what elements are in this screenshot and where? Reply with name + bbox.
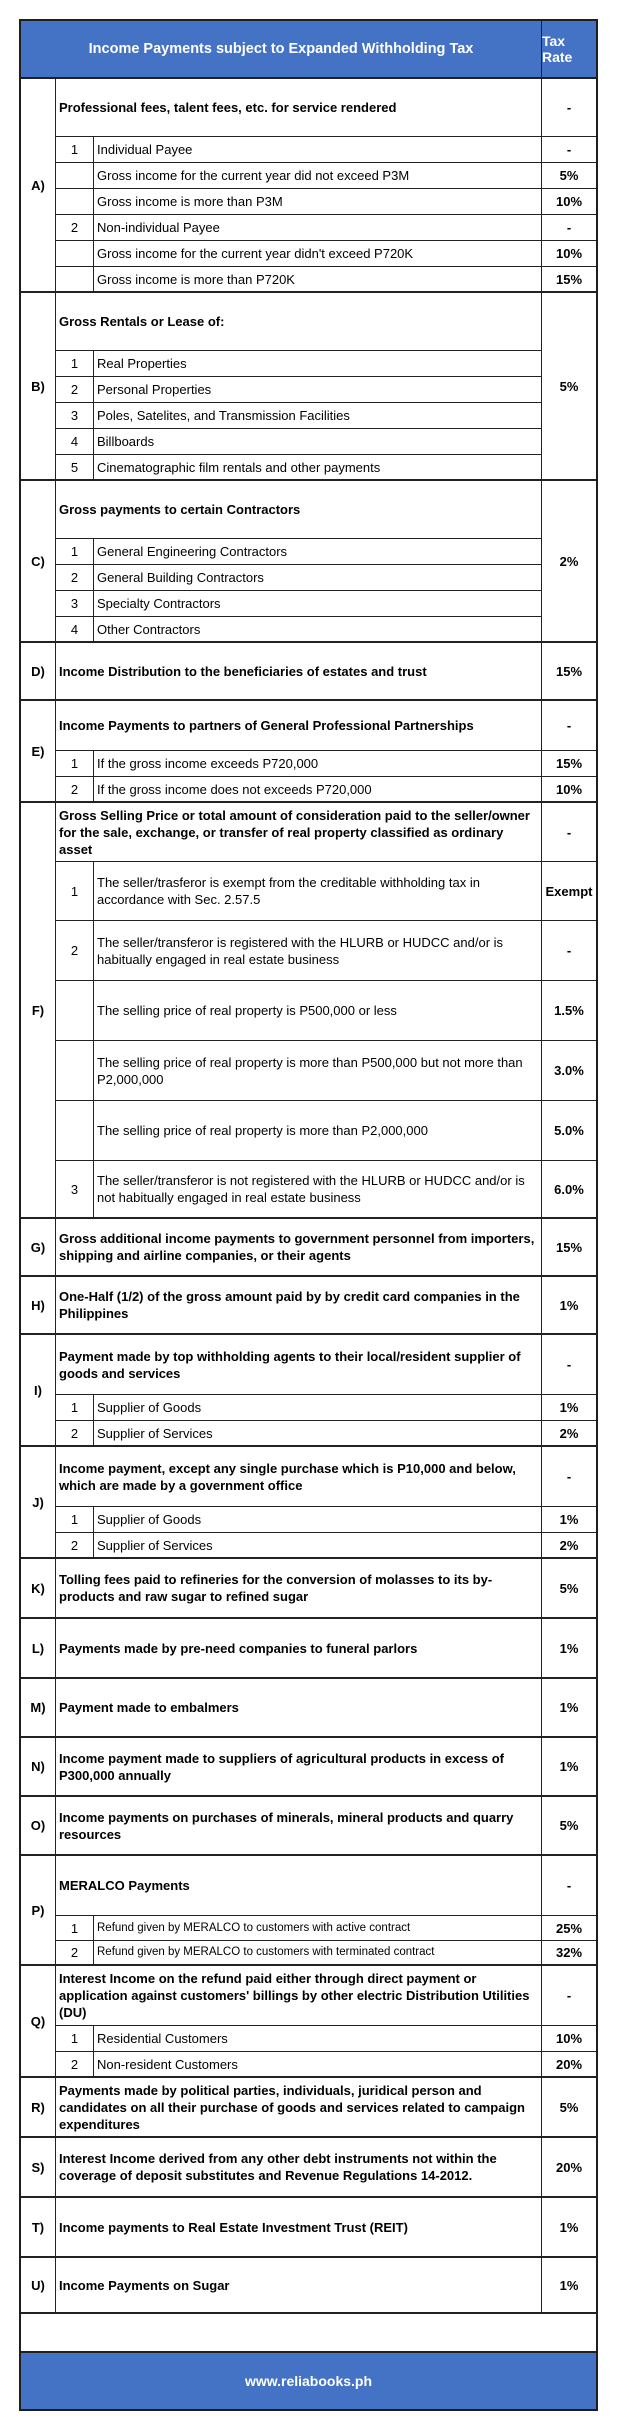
section-title: Income payments to Real Estate Investment Trust (REIT)	[56, 2198, 542, 2256]
list-item	[21, 1101, 596, 1161]
section-title: Income Payments on Sugar	[56, 2258, 542, 2312]
section-rate: -	[566, 100, 572, 115]
section-letter: T)	[21, 2198, 56, 2256]
section-letter: R)	[21, 2078, 56, 2136]
item-description: Poles, Satelites, and Transmission Facilities	[94, 403, 542, 428]
list-item	[21, 455, 596, 481]
item-description: Other Contractors	[94, 617, 542, 641]
item-rate: 15%	[555, 756, 583, 771]
section-letter: G)	[21, 1219, 56, 1275]
section-title: MERALCO Payments	[56, 1856, 542, 1915]
item-rate: 10%	[555, 194, 583, 209]
section-letter: N)	[21, 1738, 56, 1795]
list-item	[21, 777, 596, 803]
section-letter: K)	[21, 1559, 56, 1617]
item-description: Cinematographic film rentals and other payments	[94, 455, 542, 479]
item-description: Specialty Contractors	[94, 591, 542, 616]
item-number: 2	[56, 2052, 94, 2076]
item-rate: 1.5%	[554, 1003, 584, 1018]
section-title: Gross Selling Price or total amount of consideration paid to the seller/owner for the sale, exchange, or transfer of real property classified as ordinary asset	[56, 803, 542, 861]
section-title: Gross additional income payments to government personnel from importers, shipping and airline companies, or their agents	[56, 1219, 542, 1275]
item-number: 1	[56, 2026, 94, 2051]
item-rate: 6.0%	[554, 1181, 584, 1197]
list-item	[21, 267, 596, 293]
list-item	[21, 1421, 596, 1447]
section-rate: 5%	[559, 1580, 579, 1596]
list-item	[21, 189, 596, 215]
section-letter: L)	[21, 1619, 56, 1677]
item-rate: 32%	[555, 1945, 583, 1960]
list-item	[21, 351, 596, 377]
item-rate: 1%	[559, 1512, 579, 1527]
section-row-f	[21, 803, 596, 862]
item-rate: 2%	[559, 1425, 579, 1441]
section-letter: M)	[21, 1679, 56, 1736]
section-title: Income payments on purchases of minerals, mineral products and quarry resources	[56, 1797, 542, 1854]
section-rate: 1%	[559, 1640, 579, 1656]
section-rate-merged: 2%	[542, 482, 596, 641]
list-item	[21, 429, 596, 455]
item-description: General Building Contractors	[94, 565, 542, 590]
section-title: Interest Income derived from any other debt instruments not within the coverage of deposit substitutes and Revenue Regulations 14-2012.	[56, 2138, 542, 2196]
section-letter-column: Q)	[21, 1966, 55, 2076]
item-number: 1	[56, 862, 94, 920]
section-row-g	[21, 1219, 596, 1277]
section-row-k	[21, 1559, 596, 1619]
item-number	[56, 163, 94, 188]
list-item	[21, 163, 596, 189]
item-rate: 15%	[555, 271, 583, 287]
item-rate: 3.0%	[554, 1063, 584, 1078]
item-number: 5	[56, 455, 94, 479]
item-description: Gross income for the current year didn't exceed P720K	[94, 241, 542, 266]
list-item	[21, 1507, 596, 1533]
section-row-a	[21, 79, 596, 137]
section-title: Payments made by pre-need companies to funeral parlors	[56, 1619, 542, 1677]
section-letter: U)	[21, 2258, 56, 2312]
item-description: The seller/transferor is not registered with the HLURB or HUDCC and/or is not habitually engaged in real estate business	[94, 1161, 542, 1217]
section-rate: 1%	[559, 2277, 579, 2293]
list-item	[21, 1941, 596, 1966]
section-letter-column: P)	[21, 1856, 55, 1964]
section-title: Payment made by top withholding agents to their local/resident supplier of goods and services	[56, 1335, 542, 1394]
section-letter-column: J)	[21, 1447, 55, 1557]
item-number: 2	[56, 1533, 94, 1557]
list-item	[21, 1161, 596, 1219]
item-number	[56, 981, 94, 1040]
item-description: Refund given by MERALCO to customers with active contract	[94, 1916, 542, 1940]
item-rate: 10%	[555, 2031, 583, 2046]
list-item	[21, 403, 596, 429]
section-rate: -	[566, 718, 572, 733]
item-number: 2	[56, 1421, 94, 1445]
section-rate: 1%	[559, 1297, 579, 1313]
item-number: 3	[56, 1161, 94, 1217]
item-rate: 10%	[555, 246, 583, 261]
tax-rate-sheet	[19, 19, 598, 2411]
item-description: Refund given by MERALCO to customers with terminated contract	[94, 1941, 542, 1964]
item-number: 4	[56, 429, 94, 454]
section-rate: 1%	[559, 1700, 579, 1715]
section-rate: 1%	[559, 1759, 579, 1774]
item-number: 1	[56, 351, 94, 376]
section-rate: 15%	[555, 1239, 583, 1255]
list-item	[21, 1916, 596, 1941]
list-item	[21, 1395, 596, 1421]
list-item	[21, 617, 596, 643]
section-row-e	[21, 701, 596, 751]
item-description: The selling price of real property is more than P2,000,000	[94, 1101, 542, 1160]
section-letter: H)	[21, 1277, 56, 1333]
list-item	[21, 137, 596, 163]
section-row-c	[21, 481, 596, 539]
section-row-l	[21, 1619, 596, 1679]
section-rate: -	[566, 1878, 572, 1893]
section-row-r	[21, 2078, 596, 2138]
item-description: Supplier of Services	[94, 1421, 542, 1445]
list-item	[21, 1041, 596, 1101]
item-rate: 2%	[559, 1537, 579, 1553]
item-number: 1	[56, 137, 94, 162]
item-description: Gross income is more than P3M	[94, 189, 542, 214]
section-title: Payment made to embalmers	[56, 1679, 542, 1736]
item-number: 1	[56, 1507, 94, 1532]
section-row-s	[21, 2138, 596, 2198]
item-number: 1	[56, 1395, 94, 1420]
section-letter-column: I)	[21, 1335, 55, 1445]
item-rate: 1%	[559, 1400, 579, 1415]
list-item	[21, 921, 596, 981]
section-row-u	[21, 2258, 596, 2314]
section-row-t	[21, 2198, 596, 2258]
section-title: Professional fees, talent fees, etc. for service rendered	[56, 79, 542, 136]
section-title: Payments made by political parties, individuals, juridical person and candidates on all their purchase of goods and services related to campaign expenditures	[56, 2078, 542, 2136]
item-number	[56, 241, 94, 266]
list-item	[21, 862, 596, 921]
item-description: Supplier of Goods	[94, 1507, 542, 1532]
item-description: Residential Customers	[94, 2026, 542, 2051]
section-title: Income Distribution to the beneficiaries of estates and trust	[56, 643, 542, 699]
section-row-n	[21, 1738, 596, 1797]
list-item	[21, 2052, 596, 2078]
item-number: 2	[56, 215, 94, 240]
table-header	[21, 21, 596, 79]
item-number	[56, 267, 94, 291]
list-item	[21, 539, 596, 565]
section-row-q	[21, 1966, 596, 2026]
section-letter-column: E)	[21, 701, 55, 801]
section-rate-merged: 5%	[542, 294, 596, 479]
item-description: General Engineering Contractors	[94, 539, 542, 564]
list-item	[21, 565, 596, 591]
header-tax-rate: Tax Rate	[542, 33, 573, 65]
item-rate: -	[566, 220, 572, 235]
section-rate: 15%	[555, 663, 583, 679]
item-number: 2	[56, 377, 94, 402]
item-number: 1	[56, 751, 94, 776]
section-row-m	[21, 1679, 596, 1738]
item-number	[56, 1041, 94, 1100]
section-row-b	[21, 293, 596, 351]
section-title: Gross Rentals or Lease of:	[56, 293, 542, 350]
item-number: 2	[56, 777, 94, 801]
section-row-p	[21, 1856, 596, 1916]
section-row-i	[21, 1335, 596, 1395]
section-title: Income payment made to suppliers of agricultural products in excess of P300,000 annually	[56, 1738, 542, 1795]
list-item	[21, 215, 596, 241]
section-rate: 20%	[555, 2159, 583, 2175]
list-item	[21, 591, 596, 617]
item-description: Individual Payee	[94, 137, 542, 162]
list-item	[21, 751, 596, 777]
section-rate: 5%	[559, 1818, 579, 1833]
item-description: Gross income for the current year did not exceed P3M	[94, 163, 542, 188]
section-letter-column: F)	[21, 803, 55, 1217]
section-title: Interest Income on the refund paid either through direct payment or application against customers' billings by other electric Distribution Utilities (DU)	[56, 1966, 542, 2025]
item-rate: 25%	[555, 1920, 583, 1936]
list-item	[21, 241, 596, 267]
list-item	[21, 1533, 596, 1559]
item-description: Supplier of Services	[94, 1533, 542, 1557]
item-description: Personal Properties	[94, 377, 542, 402]
section-letter: S)	[21, 2138, 56, 2196]
item-description: If the gross income exceeds P720,000	[94, 751, 542, 776]
section-letter-column: B)	[21, 293, 55, 479]
section-title: Tolling fees paid to refineries for the conversion of molasses to its by-products and raw sugar to refined sugar	[56, 1559, 542, 1617]
item-rate: -	[566, 142, 572, 157]
section-letter-column: A)	[21, 79, 55, 291]
item-description: Real Properties	[94, 351, 542, 376]
item-description: Non-individual Payee	[94, 215, 542, 240]
item-number: 3	[56, 403, 94, 428]
item-description: The selling price of real property is P500,000 or less	[94, 981, 542, 1040]
section-title: Income payment, except any single purchase which is P10,000 and below, which are made by a government office	[56, 1447, 542, 1506]
section-letter: O)	[21, 1797, 56, 1854]
item-number	[56, 189, 94, 214]
header-title: Income Payments subject to Expanded Withholding Tax	[21, 21, 542, 77]
section-row-o	[21, 1797, 596, 1856]
item-number: 2	[56, 565, 94, 590]
item-description: If the gross income does not exceeds P720,000	[94, 777, 542, 801]
section-rate: -	[566, 1988, 572, 2003]
item-number	[56, 1101, 94, 1160]
item-rate: 5.0%	[554, 1123, 584, 1138]
section-rate: 1%	[559, 2219, 579, 2235]
item-description: The seller/transferor is registered with the HLURB or HUDCC and/or is habitually engaged in real estate business	[94, 921, 542, 980]
section-title: Income Payments to partners of General Professional Partnerships	[56, 701, 542, 750]
section-rate: -	[566, 824, 572, 840]
item-description: The selling price of real property is more than P500,000 but not more than P2,000,000	[94, 1041, 542, 1100]
list-item	[21, 2026, 596, 2052]
item-rate: -	[566, 943, 572, 958]
item-number: 1	[56, 539, 94, 564]
item-number: 3	[56, 591, 94, 616]
item-rate: 10%	[555, 781, 583, 797]
item-number: 2	[56, 1941, 94, 1964]
section-row-h	[21, 1277, 596, 1335]
footer-website[interactable]: www.reliabooks.ph	[21, 2351, 596, 2409]
item-number: 2	[56, 921, 94, 980]
section-row-j	[21, 1447, 596, 1507]
section-letter: D)	[21, 643, 56, 699]
section-rate: -	[566, 1469, 572, 1484]
section-row-d	[21, 643, 596, 701]
section-title: Gross payments to certain Contractors	[56, 481, 542, 538]
item-description: Billboards	[94, 429, 542, 454]
list-item	[21, 981, 596, 1041]
item-description: The seller/trasferor is exempt from the creditable withholding tax in accordance with Sec. 2.57.5	[94, 862, 542, 920]
item-rate: 5%	[559, 168, 579, 183]
item-rate: 20%	[555, 2056, 583, 2072]
item-description: Gross income is more than P720K	[94, 267, 542, 291]
section-letter-column: C)	[21, 481, 55, 641]
item-description: Supplier of Goods	[94, 1395, 542, 1420]
section-title: One-Half (1/2) of the gross amount paid by by credit card companies in the Philippines	[56, 1277, 542, 1333]
item-description: Non-resident Customers	[94, 2052, 542, 2076]
item-number: 1	[56, 1916, 94, 1940]
list-item	[21, 377, 596, 403]
item-number: 4	[56, 617, 94, 641]
section-rate: -	[566, 1357, 572, 1372]
section-rate: 5%	[559, 2099, 579, 2115]
item-rate: Exempt	[545, 883, 593, 899]
